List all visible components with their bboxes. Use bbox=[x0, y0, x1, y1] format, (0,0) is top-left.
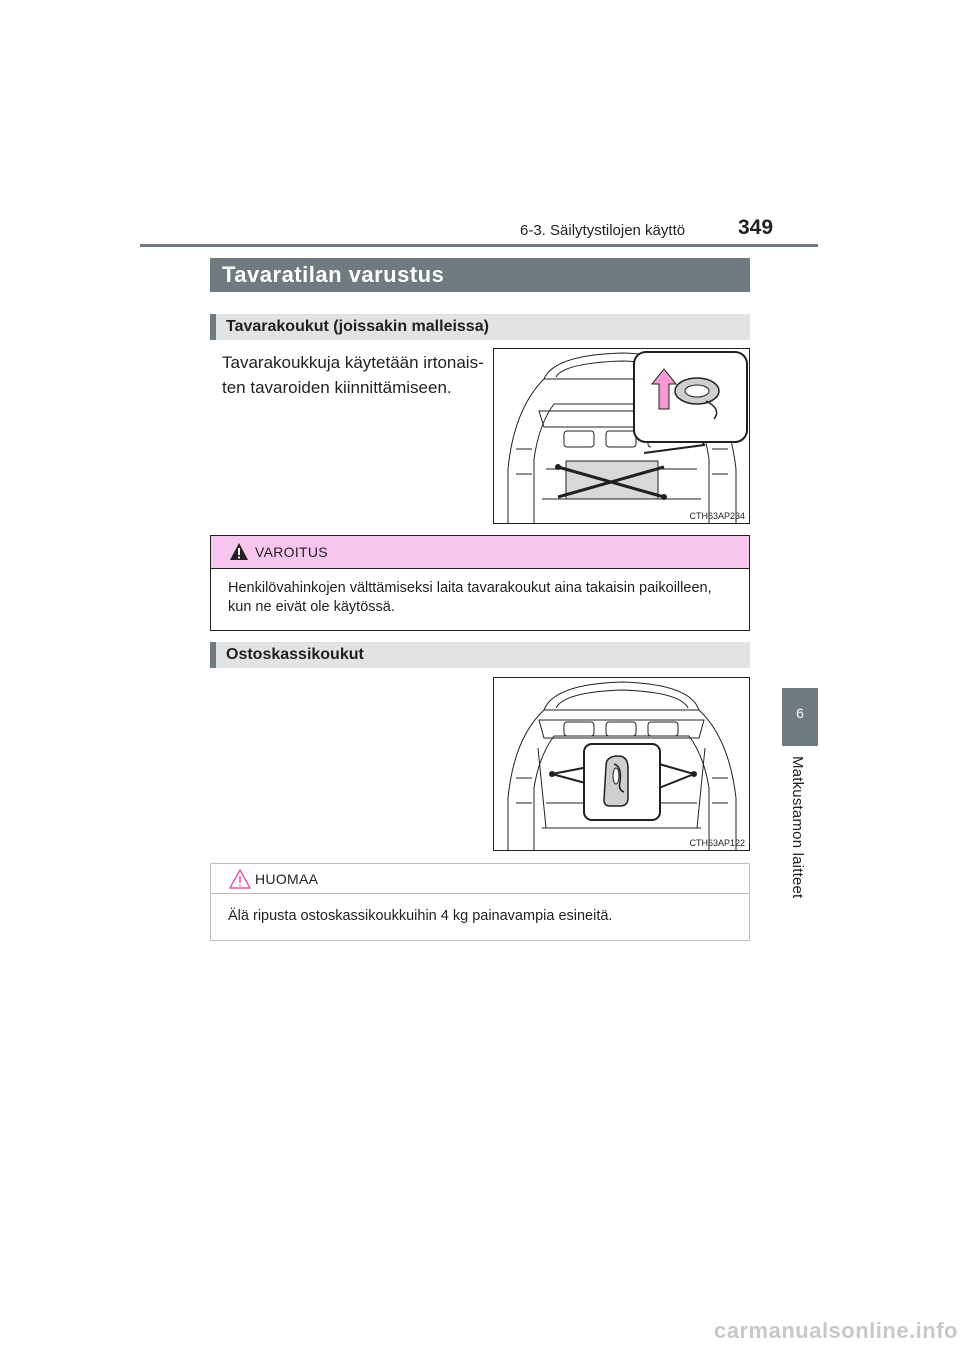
warning-label: VAROITUS bbox=[255, 544, 328, 560]
warning-box bbox=[210, 535, 750, 631]
cargo-hooks-description: Tavarakoukkuja käytetään irtonais- ten tavaroiden kiinnittämiseen. bbox=[222, 353, 484, 397]
page-number: 349 bbox=[738, 216, 774, 239]
watermark: carmanualsonline.info bbox=[714, 1318, 958, 1343]
chapter-number: 6 bbox=[796, 705, 804, 721]
notice-text: Älä ripusta ostoskassikoukkuihin 4 kg painavampia esineitä. bbox=[228, 908, 613, 924]
header-rule bbox=[140, 244, 818, 247]
trunk-hooks-illustration bbox=[494, 678, 750, 851]
warning-text: Henkilövahinkojen välttämiseksi laita tavarakoukut aina takaisin paikoilleen, kun ne eivät ole käytössä. bbox=[228, 580, 712, 615]
notice-label: HUOMAA bbox=[255, 871, 319, 887]
figure-code: CTH63AP122 bbox=[689, 838, 745, 848]
section-header: 6-3. Säilytystilojen käyttö bbox=[520, 222, 686, 239]
notice-header bbox=[211, 864, 749, 894]
main-title: Tavaratilan varustus bbox=[210, 258, 750, 292]
cargo-hooks-figure bbox=[493, 348, 750, 524]
warning-triangle-icon bbox=[229, 542, 249, 562]
chapter-title: Matkustamon laitteet bbox=[789, 756, 806, 899]
trunk-illustration bbox=[494, 349, 750, 524]
notice-box bbox=[210, 863, 750, 941]
section-title-shopping-bag-hooks: Ostoskassikoukut bbox=[210, 642, 750, 668]
figure-code: CTH63AP234 bbox=[689, 511, 745, 521]
section-title-cargo-hooks: Tavarakoukut (joissakin malleissa) bbox=[210, 314, 750, 340]
warning-header bbox=[211, 536, 749, 569]
shopping-hooks-figure bbox=[493, 677, 750, 851]
notice-triangle-icon bbox=[229, 869, 251, 889]
